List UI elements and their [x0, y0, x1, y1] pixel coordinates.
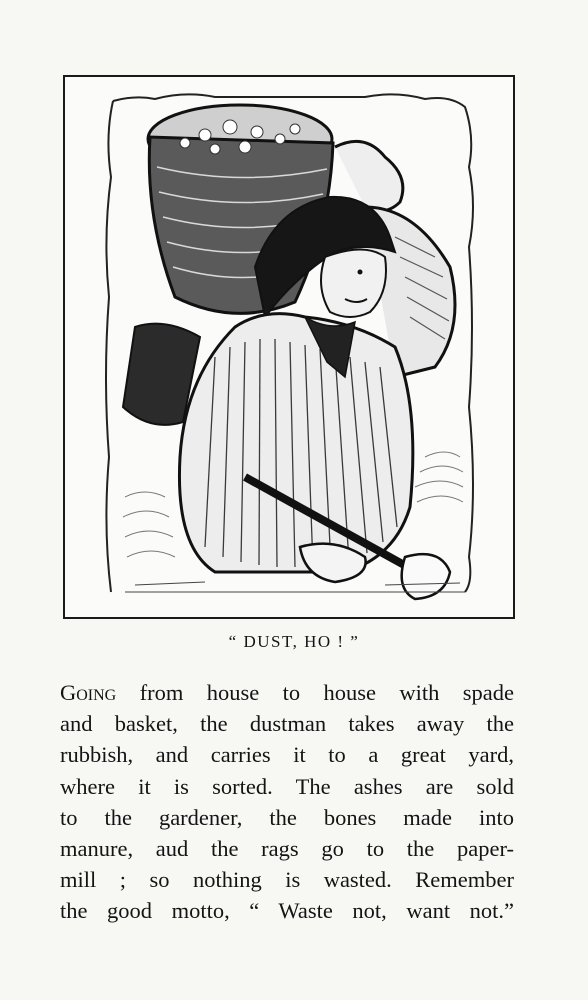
paragraph-line: the good motto, “ Waste not, want not.”	[60, 898, 514, 924]
dustman-illustration	[65, 77, 513, 617]
illustration-caption: “ DUST, HO ! ”	[228, 632, 360, 651]
paragraph-line: Going from house to house with spade	[60, 680, 514, 705]
paragraph-line: and basket, the dustman takes away the	[60, 711, 514, 737]
paragraph-line: manure, aud the rags go to the paper-	[60, 836, 514, 862]
paragraph	[60, 677, 514, 927]
lead-word: Going	[60, 680, 117, 705]
paragraph-line: mill ; so nothing is wasted. Remember	[60, 867, 514, 893]
paragraph-line: rubbish, and carries it to a great yard,	[60, 742, 514, 768]
paragraph-line: where it is sorted. The ashes are sold	[60, 773, 514, 799]
paragraph-line: to the gardener, the bones made into	[60, 804, 514, 830]
illustration-frame	[63, 75, 515, 619]
